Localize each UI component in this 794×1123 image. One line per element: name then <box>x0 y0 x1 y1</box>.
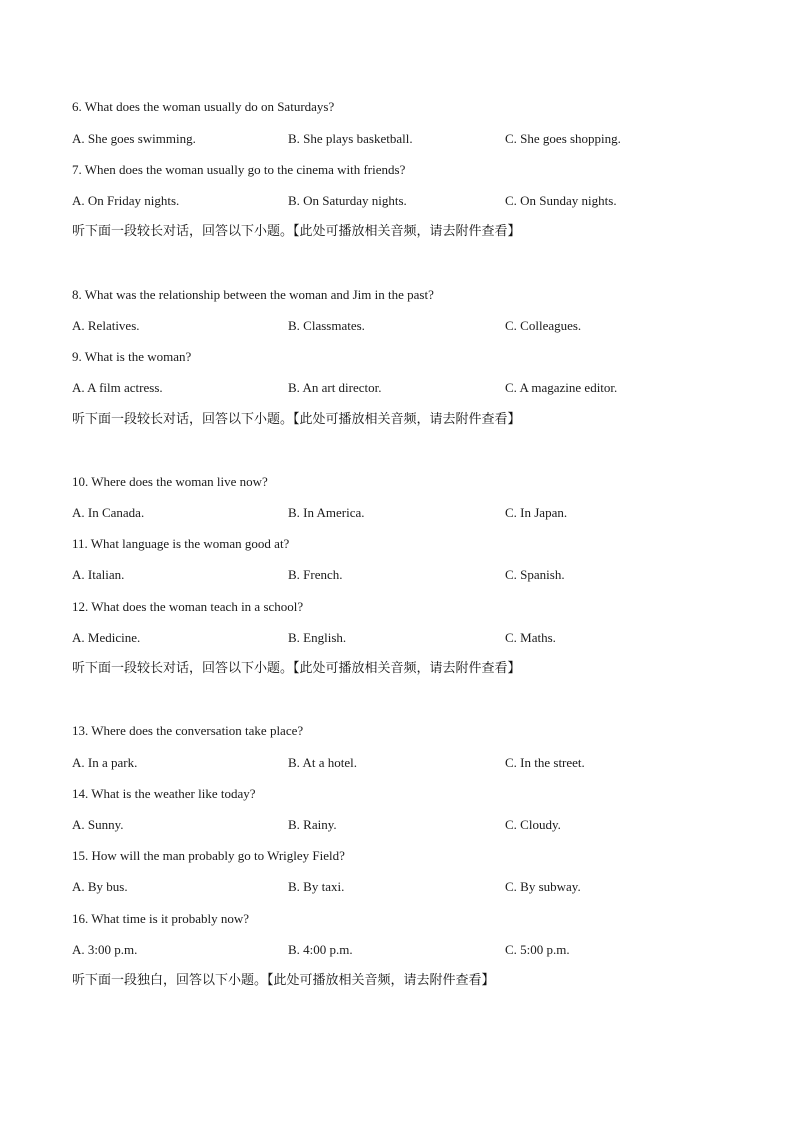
option-a: A. She goes swimming. <box>72 131 196 146</box>
question-9: 9. What is the woman? <box>72 349 192 364</box>
option-c: C. By subway. <box>505 879 581 894</box>
question-6: 6. What does the woman usually do on Saturdays? <box>72 99 335 114</box>
listening-instruction: 听下面一段较长对话，回答以下小题。【此处可播放相关音频，请去附件查看】 <box>72 412 521 427</box>
option-b: B. Classmates. <box>288 318 365 333</box>
option-c: C. In Japan. <box>505 505 568 520</box>
option-a: A. Italian. <box>72 567 125 582</box>
option-b: B. 4:00 p.m. <box>288 942 353 957</box>
options-16 <box>72 942 752 958</box>
option-a: A. In a park. <box>72 755 138 770</box>
option-b: B. An art director. <box>288 380 382 395</box>
option-c: C. In the street. <box>505 755 585 770</box>
question-8: 8. What was the relationship between the woman and Jim in the past? <box>72 287 434 302</box>
options-11 <box>72 567 752 583</box>
question-15: 15. How will the man probably go to Wrigley Field? <box>72 848 345 863</box>
option-a: A. In Canada. <box>72 505 145 520</box>
options-8 <box>72 318 752 334</box>
option-c: C. Spanish. <box>505 567 565 582</box>
option-c: C. She goes shopping. <box>505 131 621 146</box>
listening-instruction: 听下面一段较长对话，回答以下小题。【此处可播放相关音频，请去附件查看】 <box>72 661 521 676</box>
option-b: B. On Saturday nights. <box>288 193 407 208</box>
question-14: 14. What is the weather like today? <box>72 786 256 801</box>
options-15 <box>72 879 752 895</box>
option-b: B. At a hotel. <box>288 755 357 770</box>
options-10 <box>72 505 752 521</box>
question-10: 10. Where does the woman live now? <box>72 474 268 489</box>
question-16: 16. What time is it probably now? <box>72 911 250 926</box>
options-13 <box>72 755 752 771</box>
option-a: A. By bus. <box>72 879 128 894</box>
option-a: A. Sunny. <box>72 817 124 832</box>
option-b: B. Rainy. <box>288 817 337 832</box>
question-11: 11. What language is the woman good at? <box>72 536 290 551</box>
listening-instruction: 听下面一段独白，回答以下小题。【此处可播放相关音频，请去附件查看】 <box>72 973 495 988</box>
option-c: C. Cloudy. <box>505 817 561 832</box>
options-6 <box>72 131 752 147</box>
option-a: A. Medicine. <box>72 630 141 645</box>
option-c: C. On Sunday nights. <box>505 193 617 208</box>
option-b: B. English. <box>288 630 347 645</box>
option-b: B. French. <box>288 567 343 582</box>
option-c: C. 5:00 p.m. <box>505 942 570 957</box>
options-12 <box>72 630 752 646</box>
option-c: C. A magazine editor. <box>505 380 618 395</box>
options-7 <box>72 193 752 209</box>
question-7: 7. When does the woman usually go to the cinema with friends? <box>72 162 406 177</box>
options-14 <box>72 817 752 833</box>
option-b: B. By taxi. <box>288 879 345 894</box>
option-b: B. In America. <box>288 505 365 520</box>
question-12: 12. What does the woman teach in a school? <box>72 599 304 614</box>
option-b: B. She plays basketball. <box>288 131 413 146</box>
option-c: C. Colleagues. <box>505 318 582 333</box>
option-a: A. A film actress. <box>72 380 163 395</box>
option-a: A. 3:00 p.m. <box>72 942 138 957</box>
options-9 <box>72 380 752 396</box>
option-c: C. Maths. <box>505 630 556 645</box>
listening-instruction: 听下面一段较长对话，回答以下小题。【此处可播放相关音频，请去附件查看】 <box>72 224 521 239</box>
question-13: 13. Where does the conversation take place? <box>72 723 304 738</box>
option-a: A. Relatives. <box>72 318 140 333</box>
option-a: A. On Friday nights. <box>72 193 180 208</box>
